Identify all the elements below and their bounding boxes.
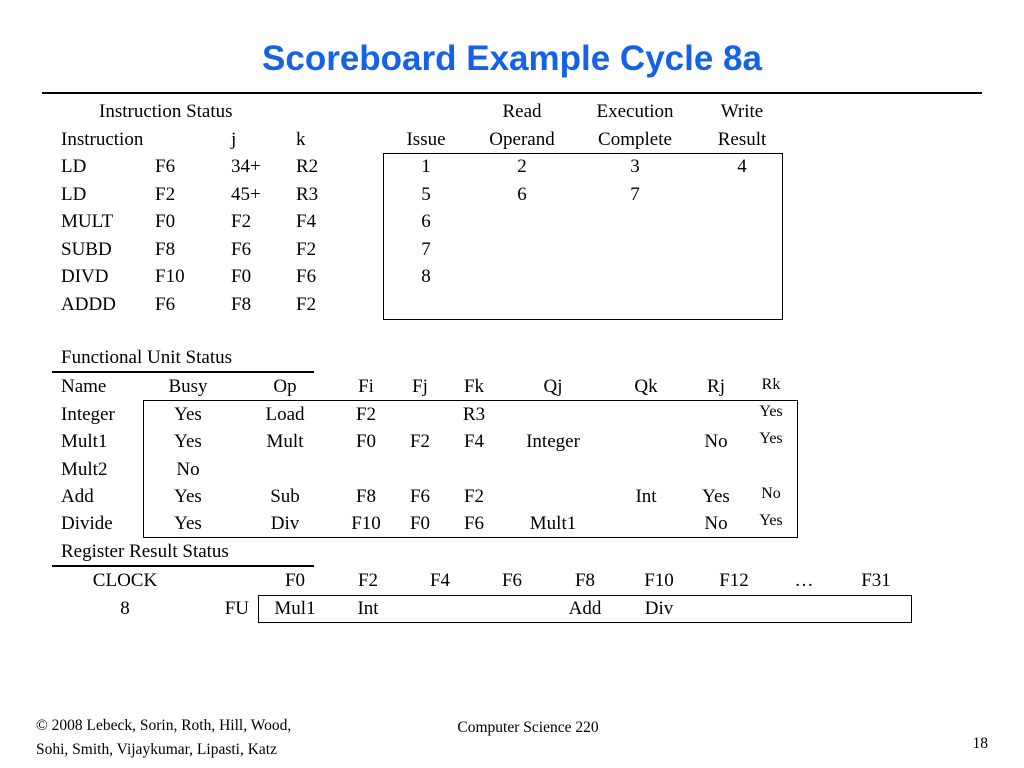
footer-course: Computer Science 220 [457, 719, 599, 736]
instr-cell-dest: F2 [155, 183, 176, 205]
fu-header-op: Op [273, 376, 297, 397]
register-fu-value: Int [357, 598, 379, 619]
fu-cell-fk: F4 [463, 431, 485, 453]
instr-cell-j: F6 [231, 238, 252, 260]
fu-cell-rj: No [704, 513, 728, 535]
fu-cell-rk: No [761, 484, 781, 502]
register-label-underline [52, 565, 314, 567]
fu-cell-op: Load [265, 404, 305, 425]
instr-cell-j: 45+ [231, 183, 261, 205]
register-header: F6 [501, 570, 523, 591]
instr-cell-dest: F8 [155, 238, 176, 260]
instr-cell-k: F2 [296, 238, 317, 260]
instr-cell-j: 34+ [231, 156, 261, 177]
slide-title: Scoreboard Example Cycle 8a [262, 39, 762, 78]
fu-header-name: Name [61, 376, 107, 397]
fu-label-underline [52, 371, 314, 373]
fu-header-fi: Fi [358, 376, 374, 397]
instr-cell-op: DIVD [61, 266, 109, 287]
header-write: Write [720, 101, 764, 122]
fu-cell-busy: Yes [174, 404, 202, 425]
fu-cell-fk: R3 [462, 404, 486, 425]
instr-cell-j: F2 [231, 211, 252, 232]
fu-header-fk: Fk [463, 376, 485, 397]
instr-cell-j: F8 [231, 293, 252, 315]
fu-cell-qj: Integer [526, 431, 580, 453]
register-fu-value: Add [568, 598, 602, 619]
instr-cell-op: SUBD [61, 238, 112, 260]
fu-header-rj: Rj [707, 376, 725, 397]
fu-header-qj: Qj [543, 376, 563, 397]
functional-unit-status-label: Functional Unit Status [61, 347, 232, 368]
fu-cell-fk: F2 [463, 485, 485, 507]
register-header: F2 [357, 570, 379, 591]
instr-cell-dest: F6 [155, 293, 176, 315]
fu-cell-op: Mult [266, 431, 304, 453]
fu-cell-fi: F0 [355, 431, 377, 453]
register-result-status-label: Register Result Status [61, 541, 229, 562]
header-k: k [296, 129, 306, 150]
register-fu-value: Div [644, 598, 674, 619]
fu-cell-fj: F2 [409, 431, 431, 453]
instr-cell-op: LD [61, 183, 87, 205]
fu-cell-fi: F2 [355, 404, 377, 425]
fu-cell-rj: No [704, 431, 728, 453]
register-header: F31 [861, 570, 891, 591]
fu-cell-qk: Int [635, 485, 657, 507]
register-header: F0 [284, 570, 306, 591]
instr-cell-issue: 6 [421, 211, 431, 232]
clock-value: 8 [120, 598, 130, 619]
fu-cell-fk: F6 [463, 513, 485, 535]
clock-label: CLOCK [92, 570, 158, 591]
header-operand: Operand [489, 129, 555, 150]
fu-cell-qj: Mult1 [529, 513, 577, 535]
header-execution: Execution [596, 101, 674, 122]
fu-cell-name: Add [61, 485, 94, 507]
fu-header-busy: Busy [168, 376, 208, 397]
fu-cell-name: Mult1 [61, 431, 108, 453]
instr-cell-dest: F6 [155, 156, 176, 177]
register-fu-value: Mul1 [274, 598, 316, 619]
instr-cell-op: LD [61, 156, 87, 177]
instr-cell-read: 2 [517, 156, 527, 177]
fu-cell-fi: F10 [351, 513, 381, 535]
footer-copyright-line2: Sohi, Smith, Vijaykumar, Lipasti, Katz [36, 741, 277, 758]
header-j: j [231, 129, 237, 150]
fu-row-label: FU [224, 598, 249, 619]
instr-cell-k: R2 [296, 156, 319, 177]
instr-cell-exec: 3 [630, 156, 640, 177]
footer-page-number: 18 [972, 735, 988, 752]
instruction-status-box [383, 153, 783, 320]
instr-cell-write: 4 [737, 156, 747, 177]
register-header: F10 [644, 570, 674, 591]
fu-header-qk: Qk [634, 376, 658, 397]
fu-cell-name: Mult2 [61, 458, 108, 480]
instr-cell-k: F2 [296, 293, 317, 315]
header-complete: Complete [598, 129, 672, 150]
fu-cell-busy: Yes [174, 431, 202, 453]
register-header: F4 [429, 570, 451, 591]
title-divider [42, 92, 982, 94]
header-result: Result [717, 129, 767, 150]
instr-cell-op: MULT [61, 211, 114, 232]
fu-cell-name: Integer [61, 404, 115, 425]
fu-cell-rk: Yes [759, 512, 783, 530]
instr-cell-k: F6 [296, 266, 317, 287]
fu-cell-busy: Yes [174, 485, 202, 507]
fu-cell-rk: Yes [759, 403, 783, 420]
fu-cell-busy: No [176, 458, 200, 480]
instr-cell-op: ADDD [61, 293, 116, 315]
instr-cell-dest: F10 [155, 266, 185, 287]
header-issue: Issue [406, 129, 446, 150]
footer-copyright-line1: © 2008 Lebeck, Sorin, Roth, Hill, Wood, [36, 717, 292, 734]
fu-cell-op: Sub [270, 485, 300, 507]
fu-cell-rk: Yes [759, 430, 783, 448]
fu-header-fj: Fj [412, 376, 428, 397]
fu-cell-busy: Yes [174, 513, 202, 535]
fu-cell-name: Divide [61, 513, 113, 535]
instr-cell-j: F0 [231, 266, 252, 287]
fu-header-rk: Rk [761, 376, 781, 393]
instruction-status-label: Instruction Status [99, 101, 233, 122]
header-instruction: Instruction [61, 129, 144, 150]
fu-cell-fi: F8 [355, 485, 377, 507]
instr-cell-k: F4 [296, 211, 317, 232]
instr-cell-issue: 5 [421, 183, 431, 205]
instr-cell-read: 6 [517, 183, 527, 205]
fu-cell-fj: F6 [409, 485, 431, 507]
register-header: F12 [719, 570, 749, 591]
instr-cell-k: R3 [296, 183, 319, 205]
fu-cell-fj: F0 [409, 513, 431, 535]
register-header: F8 [574, 570, 596, 591]
fu-cell-rj: Yes [702, 485, 730, 507]
instr-cell-issue: 7 [421, 238, 431, 260]
register-header: … [794, 570, 814, 591]
instr-cell-dest: F0 [155, 211, 176, 232]
header-read: Read [502, 101, 542, 122]
fu-cell-op: Div [270, 513, 300, 535]
instr-cell-exec: 7 [630, 183, 640, 205]
instr-cell-issue: 8 [421, 266, 431, 287]
instr-cell-issue: 1 [421, 156, 431, 177]
